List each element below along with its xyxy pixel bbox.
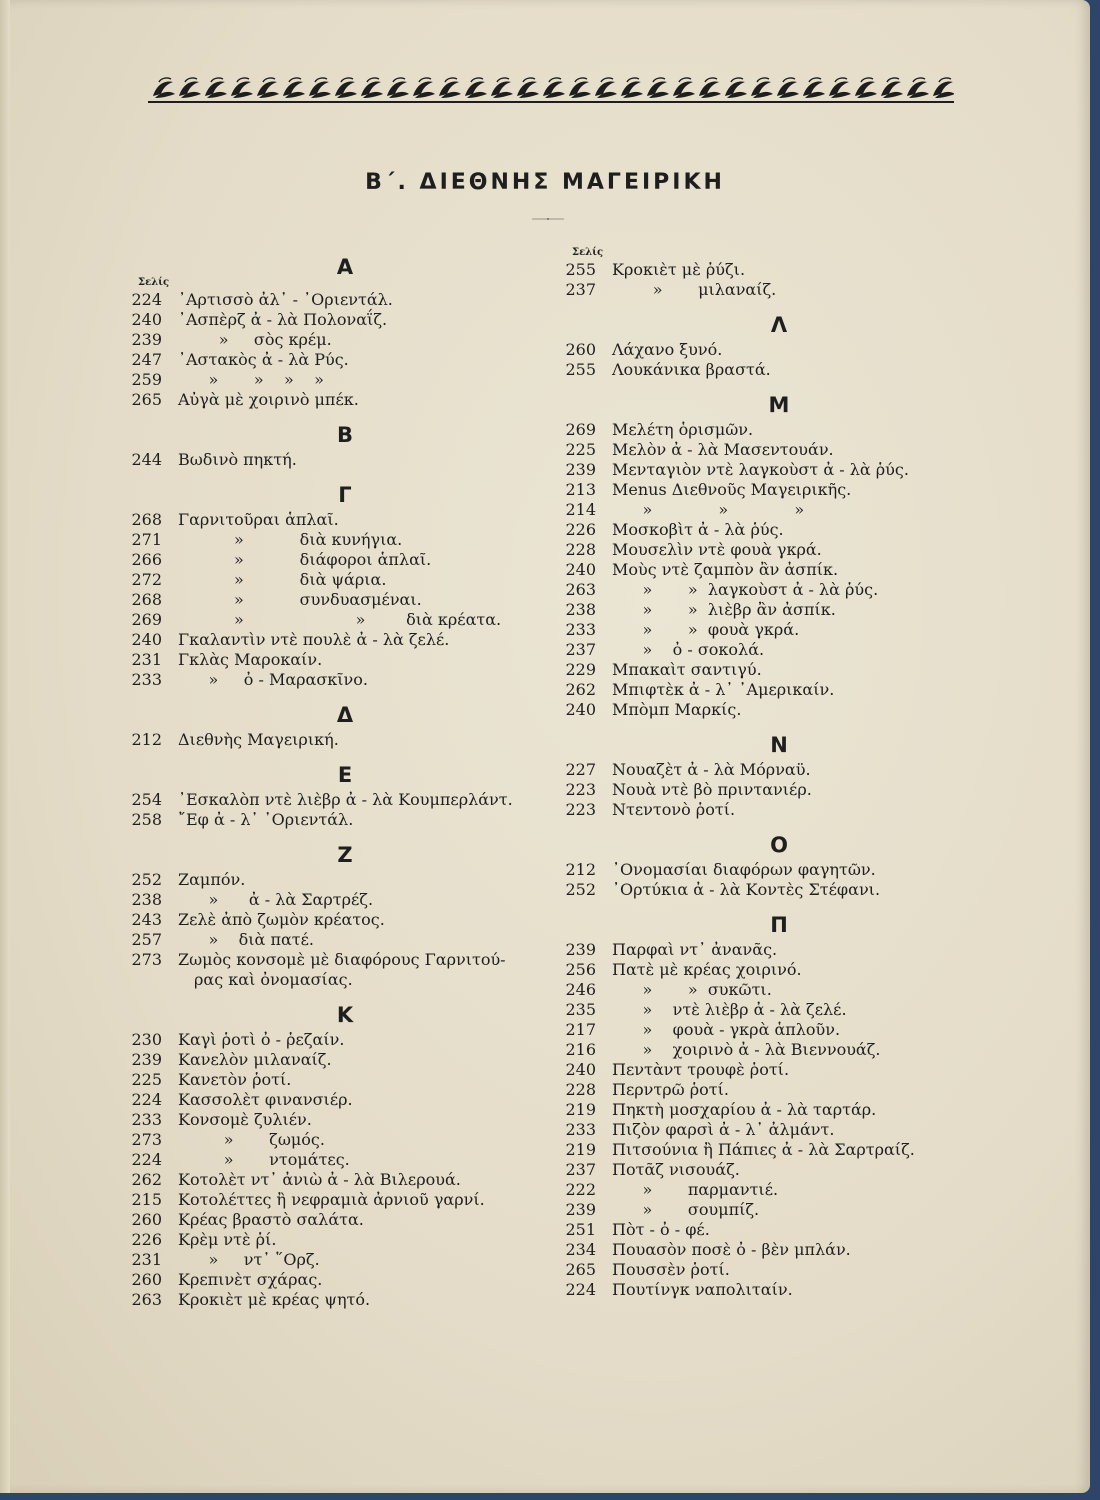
entry-title: Ζαμπόν.	[178, 870, 246, 889]
entry-page-number: 231	[131, 1250, 162, 1269]
entry-title: » » » »	[178, 370, 324, 389]
index-entry	[110, 1050, 540, 1070]
entry-title: ᾿Αστακὸς ἀ - λὰ Ρύς.	[178, 350, 349, 369]
entry-title: Πηκτὴ μοσχαρίου ἀ - λὰ ταρτάρ.	[612, 1100, 877, 1119]
entry-title: Κρεπινὲτ σχάρας.	[178, 1270, 323, 1289]
section-letter: Α	[336, 255, 354, 279]
index-entry	[544, 1120, 964, 1140]
entry-page-number: 239	[131, 330, 162, 349]
index-entry	[110, 370, 540, 390]
entry-title: Κασσολὲτ φινανσιέρ.	[178, 1090, 353, 1109]
entry-title: Κανετὸν ῥοτί.	[178, 1070, 292, 1089]
index-entry	[544, 980, 964, 1000]
entry-page-number: 224	[131, 1150, 162, 1169]
entry-page-number: 237	[565, 1160, 596, 1179]
section-letter: Β	[336, 423, 353, 447]
section-letter: Ζ	[337, 843, 353, 867]
entry-title: » » λαγκοὺστ ἀ - λὰ ῥύς.	[612, 580, 879, 599]
entry-page-number: 268	[131, 590, 162, 609]
entry-title: Μενταγιὸν ντὲ λαγκοὺστ ἀ - λὰ ῥύς.	[612, 460, 909, 479]
entry-page-number: 224	[131, 290, 162, 309]
entry-title: » ντομάτες.	[178, 1150, 350, 1169]
index-entry	[110, 1190, 540, 1210]
index-entry	[110, 930, 540, 950]
index-entry	[110, 330, 540, 350]
entry-page-number: 266	[131, 550, 162, 569]
entry-page-number: 219	[565, 1100, 596, 1119]
entry-title: Μπακαὶτ σαντιγύ.	[612, 660, 762, 679]
entry-title: Γκλὰς Μαροκαίν.	[178, 650, 323, 669]
section-gap	[544, 820, 964, 830]
index-entry	[544, 940, 964, 960]
entry-title: Λάχανο ξυνό.	[612, 340, 723, 359]
index-entry	[110, 350, 540, 370]
entry-page-number: 217	[565, 1020, 596, 1039]
index-entry	[110, 1070, 540, 1090]
index-entry	[544, 420, 964, 440]
section-gap	[544, 720, 964, 730]
section-letter: Λ	[770, 313, 788, 337]
entry-title: Μπιφτὲκ ἀ - λ᾿ ᾿Αμερικαίν.	[612, 680, 835, 699]
index-entry	[544, 460, 964, 480]
page-title: Β΄. ΔΙΕΘΝΗΣ ΜΑΓΕΙΡΙΚΗ	[365, 170, 725, 195]
index-entry	[544, 860, 964, 880]
entry-page-number: 239	[565, 940, 596, 959]
entry-page-number: 257	[131, 930, 162, 949]
index-entry	[110, 550, 540, 570]
entry-page-number: 269	[131, 610, 162, 629]
index-entry	[544, 580, 964, 600]
entry-page-number: 234	[565, 1240, 596, 1259]
entry-page-number: 243	[131, 910, 162, 929]
index-entry	[544, 1280, 964, 1300]
index-entry	[544, 360, 964, 380]
entry-title: Κοτολέττες ἢ νεφραμιὰ ἀρνιοῦ γαρνί.	[178, 1190, 485, 1209]
index-entry	[544, 620, 964, 640]
entry-page-number: 225	[565, 440, 596, 459]
entry-page-number: 273	[131, 950, 162, 969]
index-entry	[544, 1000, 964, 1020]
index-entry	[544, 1080, 964, 1100]
section-gap	[544, 1300, 964, 1310]
entry-title: » παρμαντιέ.	[612, 1180, 779, 1199]
index-column-right	[544, 247, 964, 1310]
entry-page-number: 252	[565, 880, 596, 899]
entry-continuation: ρας καὶ ὀνομασίας.	[194, 970, 353, 989]
entry-page-number: 254	[131, 790, 162, 809]
entry-page-number: 239	[131, 1050, 162, 1069]
entry-page-number: 224	[565, 1280, 596, 1299]
entry-page-number: 240	[565, 700, 596, 719]
index-entry	[544, 780, 964, 800]
entry-page-number: 233	[131, 670, 162, 689]
entry-title: Βωδινὸ πηκτή.	[178, 450, 297, 469]
index-entry	[544, 1240, 964, 1260]
index-entry	[110, 810, 540, 830]
entry-title: Κονσομὲ ζυλιέν.	[178, 1110, 312, 1129]
index-entry	[544, 1200, 964, 1220]
entry-title: Πιτσούνια ἢ Πάπιες ἀ - λὰ Σαρτραίζ.	[612, 1140, 915, 1159]
page-spine	[0, 0, 10, 1493]
entry-page-number: 238	[565, 600, 596, 619]
index-entry	[110, 1170, 540, 1190]
entry-title: » » »	[612, 500, 805, 519]
entry-page-number: 244	[131, 450, 162, 469]
entry-page-number: 212	[131, 730, 162, 749]
entry-title: ῎Εφ ἀ - λ᾿ ᾿Οριεντάλ.	[178, 810, 354, 829]
index-entry	[110, 1090, 540, 1110]
entry-page-number: 222	[565, 1180, 596, 1199]
entry-title: » διὰ κυνήγια.	[178, 530, 403, 549]
entry-page-number: 226	[131, 1230, 162, 1249]
section-letter: Μ	[768, 393, 790, 417]
entry-title: Μουσελὶν ντὲ φουὰ γκρά.	[612, 540, 822, 559]
entry-page-number: 255	[565, 260, 596, 279]
index-entry	[110, 590, 540, 610]
index-entry	[110, 1110, 540, 1130]
section-gap	[544, 900, 964, 910]
entry-page-number: 213	[565, 480, 596, 499]
entry-title: Κρὲμ ντὲ ῥί.	[178, 1230, 277, 1249]
entry-title: » σουμπίζ.	[612, 1200, 760, 1219]
entry-title: ᾿Εσκαλὸπ ντὲ λιὲβρ ἀ - λὰ Κουμπερλάντ.	[178, 790, 513, 809]
index-entry	[544, 1060, 964, 1080]
entry-title: Κρέας βραστὸ σαλάτα.	[178, 1210, 364, 1229]
entry-page-number: 224	[131, 1090, 162, 1109]
entry-page-number: 246	[565, 980, 596, 999]
index-entry	[110, 1150, 540, 1170]
entry-title: » ὀ - Μαρασκῖνο.	[178, 670, 368, 689]
entry-title: Νουαζὲτ ἀ - λὰ Μόρναϋ.	[612, 760, 811, 779]
section-gap	[110, 830, 540, 840]
index-entry	[544, 700, 964, 720]
index-entry	[544, 760, 964, 780]
index-entry	[110, 610, 540, 630]
entry-title: Πουσσὲν ῥοτί.	[612, 1260, 730, 1279]
index-entry	[544, 440, 964, 460]
entry-title: ᾿Αρτισσὸ ἀλ᾿ - ᾿Οριεντάλ.	[178, 290, 393, 309]
entry-title: Διεθνὴς Μαγειρική.	[178, 730, 339, 749]
index-entry	[110, 1030, 540, 1050]
entry-page-number: 251	[565, 1220, 596, 1239]
index-entry	[544, 560, 964, 580]
entry-page-number: 231	[131, 650, 162, 669]
entry-title: » ὀ - σοκολά.	[612, 640, 765, 659]
entry-page-number: 272	[131, 570, 162, 589]
index-entry	[110, 290, 540, 310]
entry-title: Πατὲ μὲ κρέας χοιρινό.	[612, 960, 802, 979]
entry-page-number: 230	[131, 1030, 162, 1049]
entry-page-number: 259	[131, 370, 162, 389]
index-column-left	[110, 252, 540, 1320]
page-column-label: Σελίς	[572, 247, 604, 258]
entry-title: » ζωμός.	[178, 1130, 325, 1149]
entry-title: » διὰ ψάρια.	[178, 570, 387, 589]
index-entry	[544, 1220, 964, 1240]
entry-title: Ποτᾶζ νισουάζ.	[612, 1160, 740, 1179]
entry-page-number: 237	[565, 280, 596, 299]
index-entry	[110, 1130, 540, 1150]
entry-title: Καγὶ ῥοτὶ ὀ - ῥεζαίν.	[178, 1030, 345, 1049]
entry-page-number: 238	[131, 890, 162, 909]
section-letter: Κ	[336, 1003, 354, 1027]
entry-page-number: 223	[565, 780, 596, 799]
section-gap	[110, 410, 540, 420]
entry-title: Ντεντονὸ ῥοτί.	[612, 800, 736, 819]
entry-page-number: 258	[131, 810, 162, 829]
entry-page-number: 265	[131, 390, 162, 409]
entry-page-number: 255	[565, 360, 596, 379]
entry-title: » » φουὰ γκρά.	[612, 620, 800, 639]
entry-title: Μελὸν ἀ - λὰ Μασεντουάν.	[612, 440, 834, 459]
section-gap	[110, 1310, 540, 1320]
entry-title: Ζωμὸς κονσομὲ μὲ διαφόρους Γαρνιτού-	[178, 950, 506, 969]
index-entry	[544, 1180, 964, 1200]
section-gap	[544, 300, 964, 310]
entry-title: Πὸτ - ὀ - φέ.	[612, 1220, 710, 1239]
section-letter: Δ	[336, 703, 354, 727]
index-entry	[544, 1260, 964, 1280]
entry-title: » ἀ - λὰ Σαρτρέζ.	[178, 890, 374, 909]
index-entry	[544, 1160, 964, 1180]
index-entry	[544, 600, 964, 620]
entry-title: Πιζὸν φαρσὶ ἀ - λ᾿ ἀλμάντ.	[612, 1120, 835, 1139]
entry-title: » χοιρινὸ ἀ - λὰ Βιεννουάζ.	[612, 1040, 881, 1059]
entry-title: Αὐγὰ μὲ χοιρινὸ μπέκ.	[178, 390, 359, 409]
entry-title: Πεντὰντ τρουφὲ ῥοτί.	[612, 1060, 790, 1079]
entry-page-number: 260	[131, 1210, 162, 1229]
entry-title: Ζελὲ ἀπὸ ζωμὸν κρέατος.	[178, 910, 385, 929]
entry-page-number: 263	[131, 1290, 162, 1309]
entry-page-number: 214	[565, 500, 596, 519]
index-entry	[110, 890, 540, 910]
section-letter: Γ	[338, 483, 352, 507]
section-gap	[110, 690, 540, 700]
entry-page-number: 215	[131, 1190, 162, 1209]
entry-page-number: 260	[131, 1270, 162, 1289]
index-entry	[110, 950, 540, 970]
index-entry	[110, 390, 540, 410]
entry-title: ᾿Ορτύκια ἀ - λὰ Κοντὲς Στέφανι.	[612, 880, 881, 899]
ornamental-border	[148, 72, 954, 106]
section-letter: Ε	[337, 763, 353, 787]
entry-title: Κροκιὲτ μὲ κρέας ψητό.	[178, 1290, 371, 1309]
entry-page-number: 262	[131, 1170, 162, 1189]
entry-title: » συνδυασμέναι.	[178, 590, 422, 609]
index-entry	[544, 500, 964, 520]
entry-page-number: 233	[565, 1120, 596, 1139]
index-entry	[110, 450, 540, 470]
entry-title: » μιλαναίζ.	[612, 280, 777, 299]
entry-title: ᾿Ονομασίαι διαφόρων φαγητῶν.	[612, 860, 876, 879]
entry-page-number: 256	[565, 960, 596, 979]
entry-title: Παρφαὶ ντ᾿ ἀνανᾶς.	[612, 940, 778, 959]
entry-title: Γαρνιτοῦραι ἁπλαῖ.	[178, 510, 339, 529]
index-entry	[110, 1230, 540, 1250]
entry-title: » » λιὲβρ ἂν ἀσπίκ.	[612, 600, 836, 619]
index-entry	[110, 790, 540, 810]
entry-title: Γκαλαντὶν ντὲ πουλὲ ἀ - λὰ ζελέ.	[178, 630, 450, 649]
index-entry	[110, 1290, 540, 1310]
index-entry	[544, 1140, 964, 1160]
entry-title: » διὰ πατέ.	[178, 930, 314, 949]
entry-title: Κροκιὲτ μὲ ῥύζι.	[612, 260, 746, 279]
entry-page-number: 225	[131, 1070, 162, 1089]
index-entry	[544, 1100, 964, 1120]
entry-title: Μελέτη ὁρισμῶν.	[612, 420, 754, 439]
entry-title: Νουὰ ντὲ βὸ πριντανιέρ.	[612, 780, 812, 799]
entry-title: Πουτίνγκ ναπολιταίν.	[612, 1280, 793, 1299]
index-entry	[544, 540, 964, 560]
index-entry	[110, 870, 540, 890]
index-entry	[110, 1210, 540, 1230]
entry-page-number: 271	[131, 530, 162, 549]
entry-title: » ντ᾿ ῞Ορζ.	[178, 1250, 320, 1269]
entry-page-number: 233	[565, 620, 596, 639]
index-entry	[544, 520, 964, 540]
entry-title: Μοὺς ντὲ ζαμπὸν ἂν ἀσπίκ.	[612, 560, 839, 579]
entry-page-number: 263	[565, 580, 596, 599]
section-letter: Π	[770, 913, 788, 937]
index-entry	[544, 660, 964, 680]
index-entry	[110, 570, 540, 590]
entry-page-number: 268	[131, 510, 162, 529]
entry-title: » » συκῶτι.	[612, 980, 772, 999]
entry-page-number: 239	[565, 1200, 596, 1219]
entry-page-number: 240	[565, 1060, 596, 1079]
entry-page-number: 219	[565, 1140, 596, 1159]
index-entry	[110, 630, 540, 650]
index-entry	[544, 340, 964, 360]
entry-page-number: 212	[565, 860, 596, 879]
entry-title: Μοσκοβὶτ ἀ - λὰ ῥύς.	[612, 520, 784, 539]
index-entry	[110, 670, 540, 690]
entry-page-number: 228	[565, 1080, 596, 1099]
entry-page-number: 239	[565, 460, 596, 479]
entry-page-number: 240	[565, 560, 596, 579]
entry-page-number: 227	[565, 760, 596, 779]
entry-title: » διάφοροι ἁπλαῖ.	[178, 550, 432, 569]
index-entry	[110, 530, 540, 550]
entry-title: Περντρῶ ῥοτί.	[612, 1080, 730, 1099]
page-column-label: Σελίς	[138, 277, 170, 288]
entry-page-number: 235	[565, 1000, 596, 1019]
index-entry	[110, 910, 540, 930]
section-gap	[544, 380, 964, 390]
entry-page-number: 240	[131, 630, 162, 649]
entry-title: » φουὰ - γκρὰ ἁπλοῦν.	[612, 1020, 841, 1039]
index-entry	[544, 800, 964, 820]
entry-title: Menus Διεθνοῦς Μαγειρικῆς.	[612, 480, 852, 499]
index-entry	[110, 1250, 540, 1270]
index-entry	[544, 1040, 964, 1060]
entry-page-number: 228	[565, 540, 596, 559]
index-entry	[110, 650, 540, 670]
entry-page-number: 252	[131, 870, 162, 889]
entry-page-number: 229	[565, 660, 596, 679]
entry-title: Πουασὸν ποσὲ ὀ - βὲν μπλάν.	[612, 1240, 851, 1259]
section-gap	[110, 470, 540, 480]
index-entry	[110, 310, 540, 330]
entry-title: Μπὸμπ Μαρκίς.	[612, 700, 742, 719]
index-entry	[544, 1020, 964, 1040]
entry-page-number: 247	[131, 350, 162, 369]
section-letter: Ν	[770, 733, 788, 757]
entry-page-number: 273	[131, 1130, 162, 1149]
entry-page-number: 240	[131, 310, 162, 329]
index-entry	[544, 880, 964, 900]
entry-title: » ντὲ λιὲβρ ἀ - λὰ ζελέ.	[612, 1000, 847, 1019]
entry-page-number: 216	[565, 1040, 596, 1059]
entry-page-number: 269	[565, 420, 596, 439]
index-entry	[110, 730, 540, 750]
index-entry	[544, 640, 964, 660]
entry-page-number: 223	[565, 800, 596, 819]
index-entry	[110, 1270, 540, 1290]
index-entry	[110, 510, 540, 530]
entry-page-number: 260	[565, 340, 596, 359]
entry-title: ᾿Ασπὲρζ ἀ - λὰ Πολοναΐζ.	[178, 310, 388, 329]
entry-page-number: 262	[565, 680, 596, 699]
index-entry	[544, 260, 964, 280]
index-entry	[544, 480, 964, 500]
index-entry	[544, 680, 964, 700]
title-divider	[500, 218, 596, 220]
section-letter: Ο	[770, 833, 788, 857]
entry-title: Κανελὸν μιλαναίζ.	[178, 1050, 332, 1069]
index-entry	[544, 960, 964, 980]
section-gap	[110, 750, 540, 760]
entry-page-number: 226	[565, 520, 596, 539]
entry-page-number: 233	[131, 1110, 162, 1129]
entry-title: Λουκάνικα βραστά.	[612, 360, 771, 379]
section-gap	[110, 990, 540, 1000]
entry-title: Κοτολὲτ ντ᾿ ἀνιὼ ἀ - λὰ Βιλερουά.	[178, 1170, 461, 1189]
entry-title: » σὸς κρέμ.	[178, 330, 332, 349]
entry-page-number: 265	[565, 1260, 596, 1279]
entry-page-number: 237	[565, 640, 596, 659]
index-entry	[544, 280, 964, 300]
entry-title: » » διὰ κρέατα.	[178, 610, 502, 629]
